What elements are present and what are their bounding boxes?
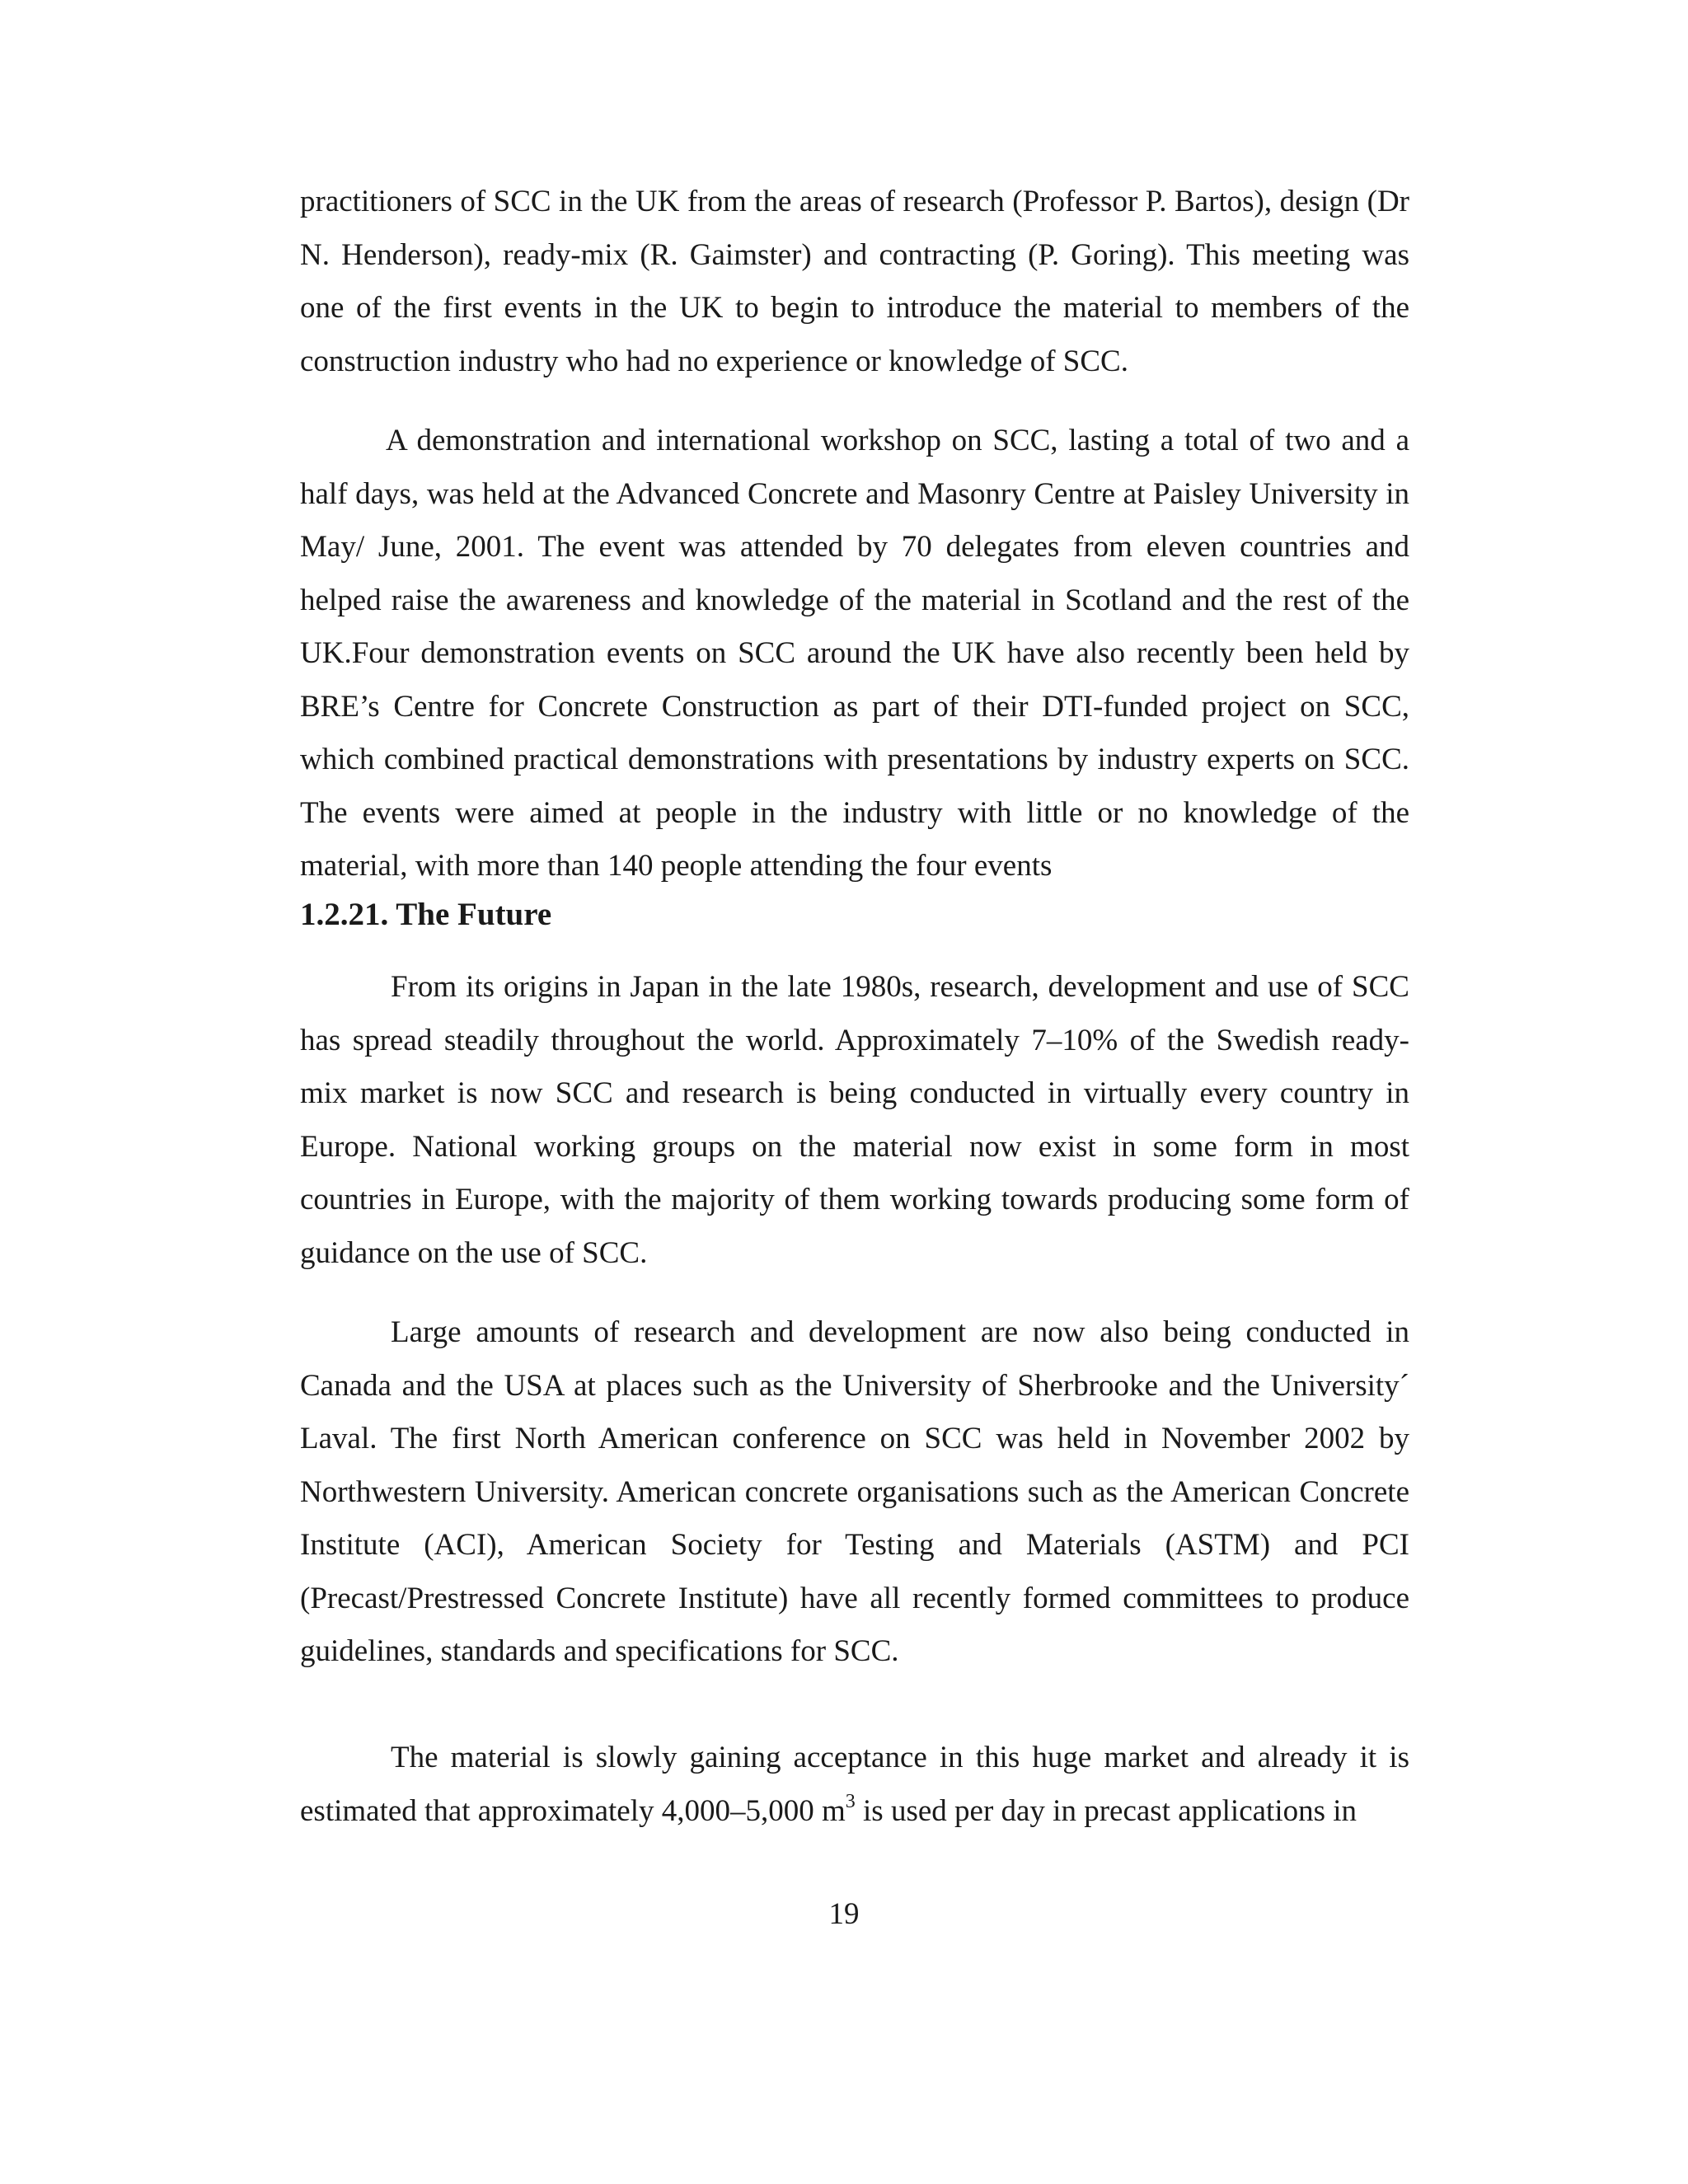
paragraph-practitioners: practitioners of SCC in the UK from the areas of research (Professor P. Bartos), design (Dr N. Henderson), ready-mix (R. Gaimster) and contracting (P. Goring). This meeting was one of the first events in the UK to begin to introduce the material to members of the construction industry who had no experience or knowledge of SCC.: [300, 185, 1409, 378]
paragraph-acceptance-text-end: is used per day in precast applications in: [855, 1793, 1357, 1828]
section-heading: 1.2.21. The Future: [300, 897, 552, 932]
page-number: 19: [828, 1897, 860, 1931]
paragraph-north-america: Large amounts of research and development are now also being conducted in Canada and the USA at places such as the University of Sherbrooke and the University´ Laval. The first North American conference on SCC was held in November 2002 by Northwestern University. American concrete organisations such as the American Concrete Institute (ACI), American Society for Testing and Materials (ASTM) and PCI (Precast/Prestressed Concrete Institute) have all recently formed committees to produce guidelines, standards and specifications for SCC.: [300, 1315, 1409, 1668]
paragraph-block-5: [300, 1732, 1409, 1838]
paragraph-acceptance: [300, 1732, 1409, 1838]
paragraph-block-4: [300, 1306, 1409, 1679]
paragraph-block-2: [300, 415, 1409, 893]
superscript-cubed: 3: [845, 1790, 856, 1812]
paragraph-acceptance-text: The material is slowly gaining acceptance in this huge market and already it is estimated that approximately 4,000–5,000 m: [300, 1741, 1409, 1828]
paragraph-origins: From its origins in Japan in the late 1980s, research, development and use of SCC has spread steadily throughout the world. Approximately 7–10% of the Swedish ready-mix market is now SCC and research is being conducted in virtually every country in Europe. National working groups on the material now exist in some form in most countries in Europe, with the majority of them working towards producing some form of guidance on the use of SCC.: [300, 970, 1409, 1270]
paragraph-workshop: A demonstration and international workshop on SCC, lasting a total of two and a half days, was held at the Advanced Concrete and Masonry Centre at Paisley University in May/ June, 2001. The event was attended by 70 delegates from eleven countries and helped raise the awareness and knowledge of the material in Scotland and the rest of the UK.Four demonstration events on SCC around the UK have also recently been held by BRE’s Centre for Concrete Construction as part of their DTI-funded project on SCC, which combined practical demonstrations with presentations by industry experts on SCC. The events were aimed at people in the industry with little or no knowledge of the material, with more than 140 people attending the four events: [300, 424, 1409, 883]
paragraph-block-3: [300, 961, 1409, 1280]
paragraph-block-1: [300, 176, 1409, 388]
